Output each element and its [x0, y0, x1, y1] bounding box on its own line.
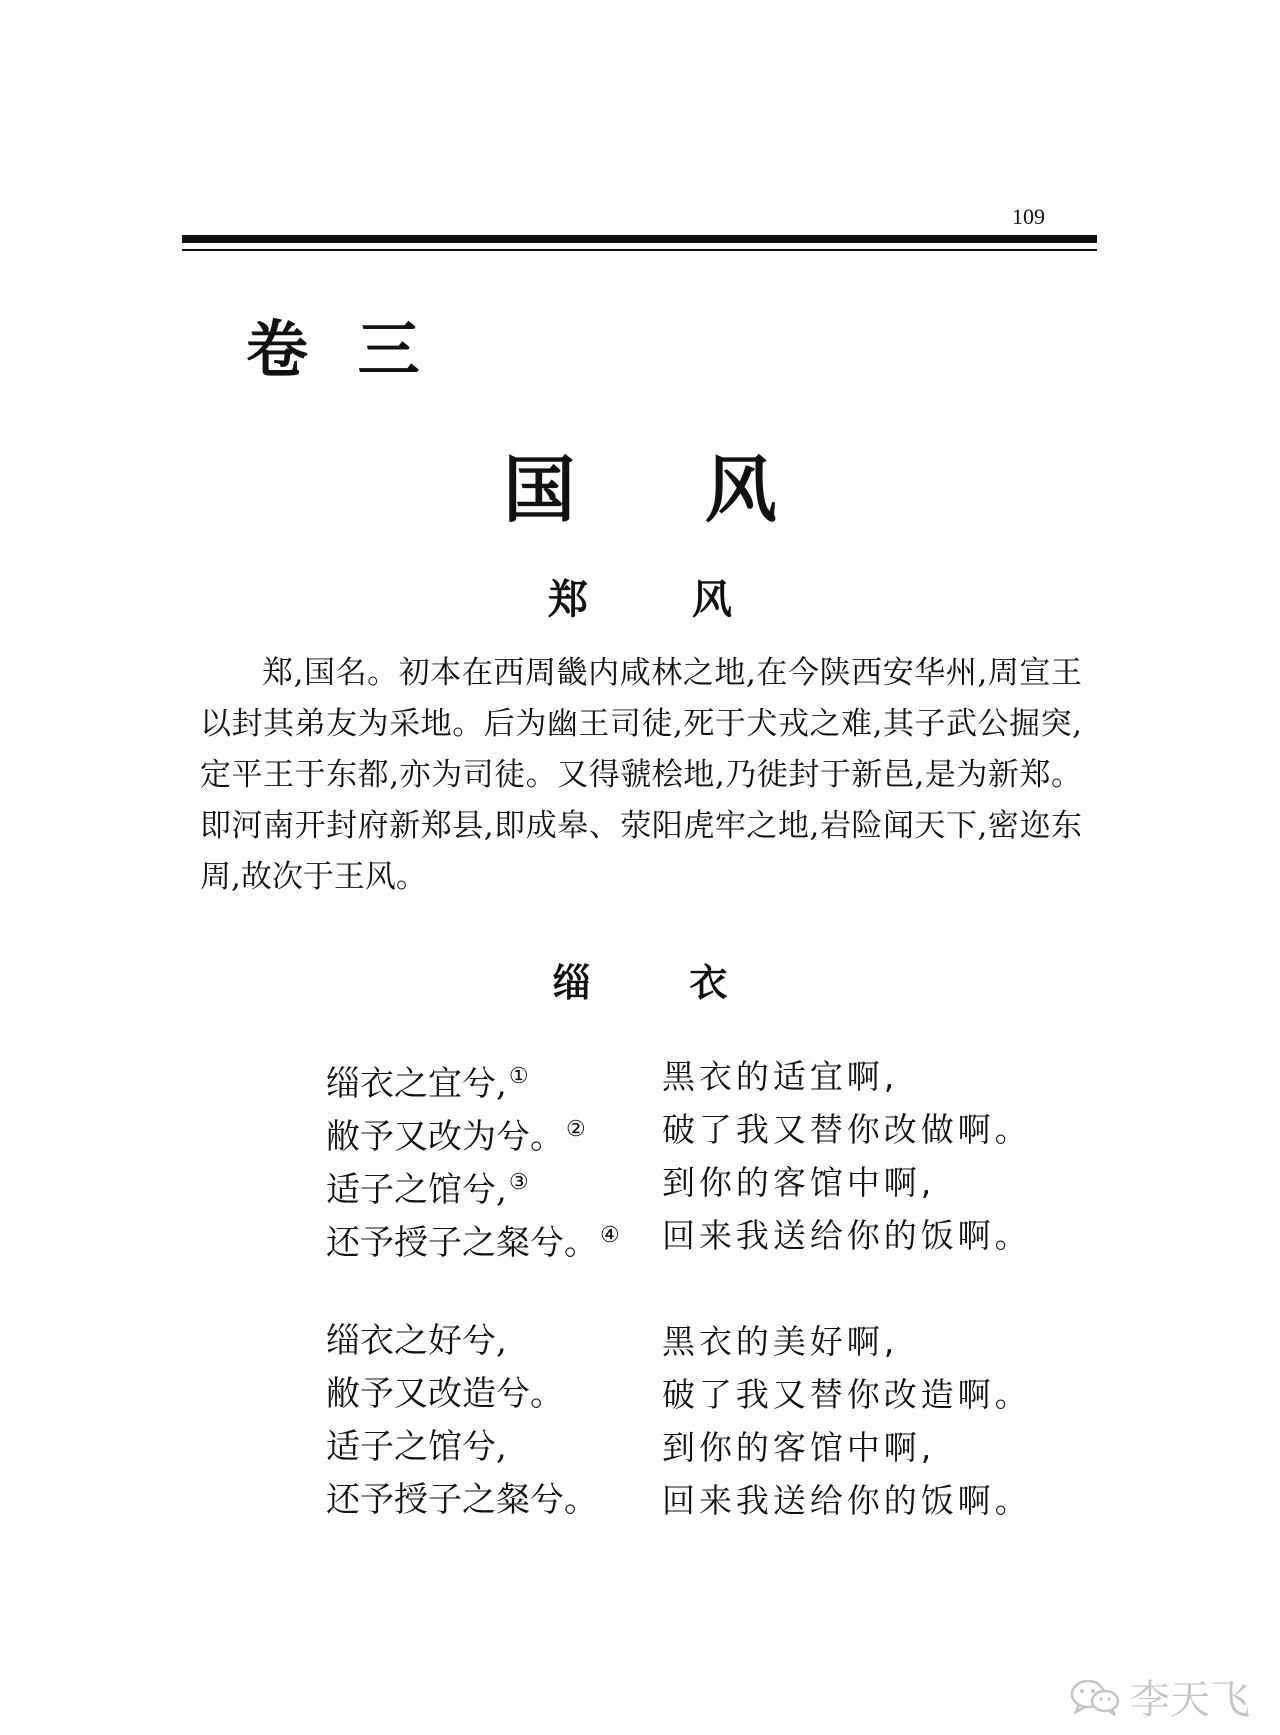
- poem-original-line: 适子之馆兮,③: [326, 1170, 529, 1210]
- poem-translation-line: 破了我又替你改造啊。: [662, 1375, 1032, 1414]
- volume-title: 卷三: [246, 313, 470, 386]
- poem-translation-line: 到你的客馆中啊,: [662, 1428, 936, 1467]
- footnote-marker: ③: [508, 1170, 529, 1195]
- footnote-marker: ①: [508, 1064, 529, 1089]
- poem-translation-line: 黑衣的适宜啊,: [662, 1057, 899, 1096]
- poem-line: [326, 1315, 1026, 1368]
- watermark-text: 李天飞: [1130, 1677, 1250, 1723]
- header-rule-thin: [182, 249, 1097, 251]
- poem-original-line: 缁衣之宜兮,①: [326, 1064, 529, 1104]
- header-rule-thick: [182, 235, 1097, 243]
- subsection-title: 郑风: [548, 577, 836, 623]
- wechat-icon: [1068, 1677, 1122, 1717]
- poem-original-line: 还予授子之粲兮。④: [326, 1223, 620, 1263]
- poem-line: [326, 1474, 1032, 1527]
- poem-line: [326, 1156, 1026, 1209]
- poem-original-line: 适子之馆兮,: [326, 1427, 507, 1467]
- poem-original-line: 缁衣之好兮,: [326, 1321, 507, 1361]
- poem-line: [326, 1209, 1032, 1263]
- poem-line: [326, 1103, 1032, 1157]
- footnote-marker: ④: [600, 1223, 620, 1248]
- poem-line: [326, 1421, 1026, 1474]
- poem-translation-line: 回来我送给你的饭啊。: [662, 1481, 1032, 1520]
- poem-original-line: 敝予又改为兮。②: [326, 1117, 586, 1157]
- footnote-marker: ②: [566, 1117, 586, 1142]
- poem-stanza-2: [326, 1315, 1032, 1527]
- section-title: 国风: [503, 447, 907, 532]
- poem-line: [326, 1368, 1032, 1421]
- poem-original-line: 还予授子之粲兮。: [326, 1480, 598, 1520]
- page-number: 109: [1012, 204, 1045, 229]
- poem-translation-line: 到你的客馆中啊,: [662, 1163, 936, 1202]
- poem-translation-line: 破了我又替你改做啊。: [662, 1110, 1032, 1149]
- intro-paragraph: 郑,国名。初本在西周畿内咸林之地,在今陕西安华州,周宣王以封其弟友为采地。后为幽王司徒,死于犬戎之难,其子武公掘突,定平王于东都,亦为司徒。又得虢桧地,乃徙封于新邑,是为新郑。即河南开封府新郑县,即成皋、荥阳虎牢之地,岩险闻天下,密迩东周,故次于王风。: [200, 655, 1082, 895]
- poem-original-line: 敝予又改造兮。: [326, 1374, 564, 1414]
- poem-translation-line: 黑衣的美好啊,: [662, 1322, 899, 1361]
- watermark: [1068, 1668, 1250, 1725]
- poem-title: 缁衣: [552, 961, 827, 1005]
- poem-translation-line: 回来我送给你的饭啊。: [662, 1216, 1032, 1255]
- poem-line: [326, 1050, 1026, 1103]
- poem-stanza-1: [326, 1050, 1032, 1263]
